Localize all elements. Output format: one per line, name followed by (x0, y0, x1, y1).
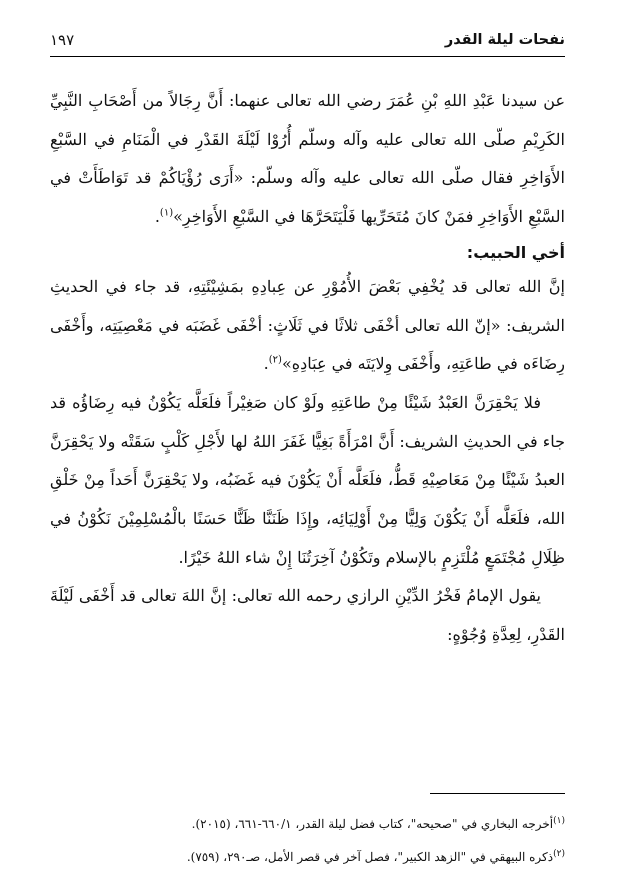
main-text (50, 82, 565, 655)
paragraph-text: إنَّ الله تعالى قد يُخْفِي بَعْضَ الأُمُوْرِ عن عِبادِهِ بمَشِيْئَتِهِ، قد جاء في الحديثِ الشريف: «إنّ الله تعالى أخْفَى ثلاثًا في ثَلَاثٍ: أخْفَى غَضَبَه في مَعْصِيَتِه، وأَخْفَى رِضَاءَه في طاعَتِهِ، وأَخْفَى وِلايَتَه في عِبَادِهِ» (50, 276, 565, 374)
footnote-text: أخرجه البخاري في "صحيحه"، كتاب فضل ليلة القدر، ٦٦٠/١-٦٦١، (٢٠١٥). (191, 817, 554, 831)
paragraph-do-not-belittle: فلا يَحْقِرَنَّ العَبْدُ شَيْئًا مِنْ طاعَتِهِ ولَوْ كان صَغِيْراً فلَعَلَّه يَكُوْنُ فيه رِضَاؤُه قد جاء في الحديثِ الشريف: أَنَّ امْرَأَةً بَغِيًّا غَفَرَ اللهُ لها لأَجْلِ كَلْبٍ سَقَتْه ولا يَحْقِرَنَّ العبدُ شَيْئًا مِنْ مَعَاصِيْهِ قَطُّ، فلَعَلَّه أَنْ يَكُوْنَ فيه غَضَبُه، ولا يَحْقِرَنَّ أَحَداً مِنْ خَلْقِ الله، فلَعَلَّه أَنْ يَكُوْنَ وَلِيًّا مِنْ أَوْلِيَائِه، وإِذَا ظَنَنَّا ظَنًّا حَسَنًا بالْمُسْلِمِيْنَ نَكُوْنُ في ظِلَالِ مُجْتَمَعٍ مُلْتَزِمٍ بالإسلام وتَكُوْنُ آخِرَتُنَا إِنْ شاء اللهُ خَيْرًا. (50, 392, 565, 567)
page-number: ١٩٧ (50, 31, 75, 49)
footnote-ref-2: (٢) (268, 354, 282, 366)
header-title: نفحات ليلة القدر (444, 32, 565, 48)
footnotes (50, 808, 565, 874)
footnote-1 (50, 808, 565, 841)
footnote-text: ذكره البيهقي في "الزهد الكبير"، فصل آخر في قصر الأمل، صـ٢٩٠، (٧٥٩). (186, 850, 554, 864)
paragraph-hidden-things (50, 268, 565, 384)
paragraph-razi-quote: يقول الإمامُ فَخْرُ الدِّيْنِ الرازي رحمه الله تعالى: إنَّ اللهَ تعالى قد أَخْفَى لَيْلَةَ القَدْرِ، لِعِدَّةِ وُجُوْهٍ: (50, 586, 565, 645)
footnote-mark: (١) (553, 816, 565, 826)
paragraph-hadith-laylat-al-qadr (50, 82, 565, 237)
footnote-rule (430, 793, 565, 794)
paragraph-end: . (154, 207, 160, 227)
header-rule (50, 56, 565, 57)
footnote-mark: (٢) (553, 849, 565, 859)
running-header (50, 28, 565, 52)
footnote-2 (50, 841, 565, 874)
paragraph-end: . (263, 354, 269, 374)
paragraph-text: عن سيدنا عَبْدِ اللهِ بْنِ عُمَرَ رضي الله تعالى عنهما: أَنَّ رِجَالاً من أَصْحَابِ النَّبِيِّ الكَرِيْمِ صلّى الله تعالى عليه وآله وسلّم أُرُوْا لَيْلَةَ القَدْرِ في الْمَنَامِ في السَّبْعِ الأَوَاخِرِ فقال صلّى الله تعالى عليه وآله وسلّم: «أَرَى رُؤْيَاكُمْ قد تَوَاطَأَتْ في السَّبْعِ الأَوَاخِرِ فمَنْ كانَ مُتَحَرِّيها فَلْيَتَحَرَّهَا في السَّبْعِ الأَوَاخِرِ» (50, 91, 565, 227)
section-heading: أخي الحبيب: (466, 242, 565, 262)
footnote-ref-1: (١) (159, 207, 174, 219)
